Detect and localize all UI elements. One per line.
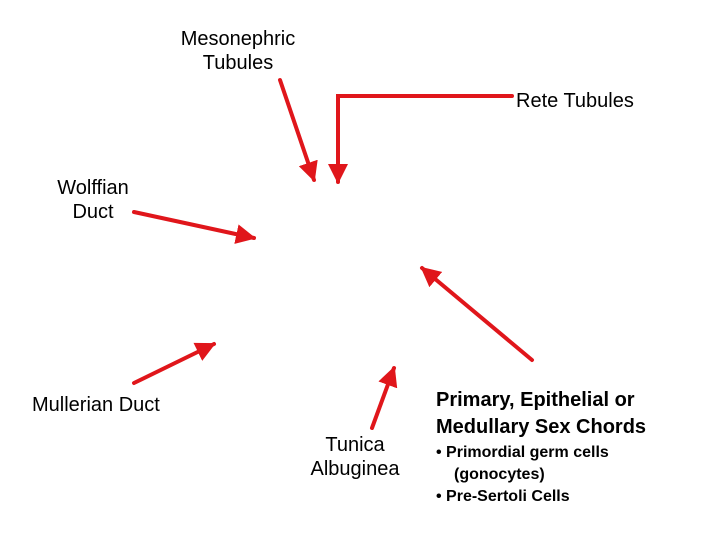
label-mullerian-duct: Mullerian Duct (32, 394, 160, 416)
label-wolffian-line1: Wolffian (57, 177, 129, 199)
bullet-primordial-germ-cells: • Primordial germ cells (436, 444, 609, 461)
label-mesonephric-line2: Tubules (202, 52, 274, 74)
arrow-wolffian-duct (134, 212, 254, 238)
label-wolffian-duct (38, 176, 148, 224)
bullet-pre-sertoli-cells: • Pre-Sertoli Cells (436, 488, 570, 505)
arrow-sex-chords (422, 268, 532, 360)
label-mesonephric-tubules (158, 27, 318, 75)
label-wolffian-line2: Duct (72, 201, 114, 223)
label-sex-chords (436, 387, 646, 441)
label-mesonephric-line1: Mesonephric (180, 28, 296, 50)
label-tunica-albuginea (296, 433, 414, 481)
bullet-gonocytes: (gonocytes) (454, 466, 545, 483)
label-tunica-line1: Tunica (325, 434, 385, 456)
label-tunica-line2: Albuginea (310, 458, 400, 480)
arrow-rete-tubules (338, 96, 512, 182)
label-chords-line2: Medullary Sex Chords (436, 416, 647, 438)
label-chords-line1: Primary, Epithelial or (436, 389, 635, 411)
arrow-mullerian-duct (134, 344, 214, 383)
arrow-tunica-albuginea (372, 368, 394, 428)
label-rete-tubules: Rete Tubules (516, 90, 634, 112)
arrow-mesonephric-tubules (280, 80, 314, 180)
bullet-list (436, 442, 609, 508)
